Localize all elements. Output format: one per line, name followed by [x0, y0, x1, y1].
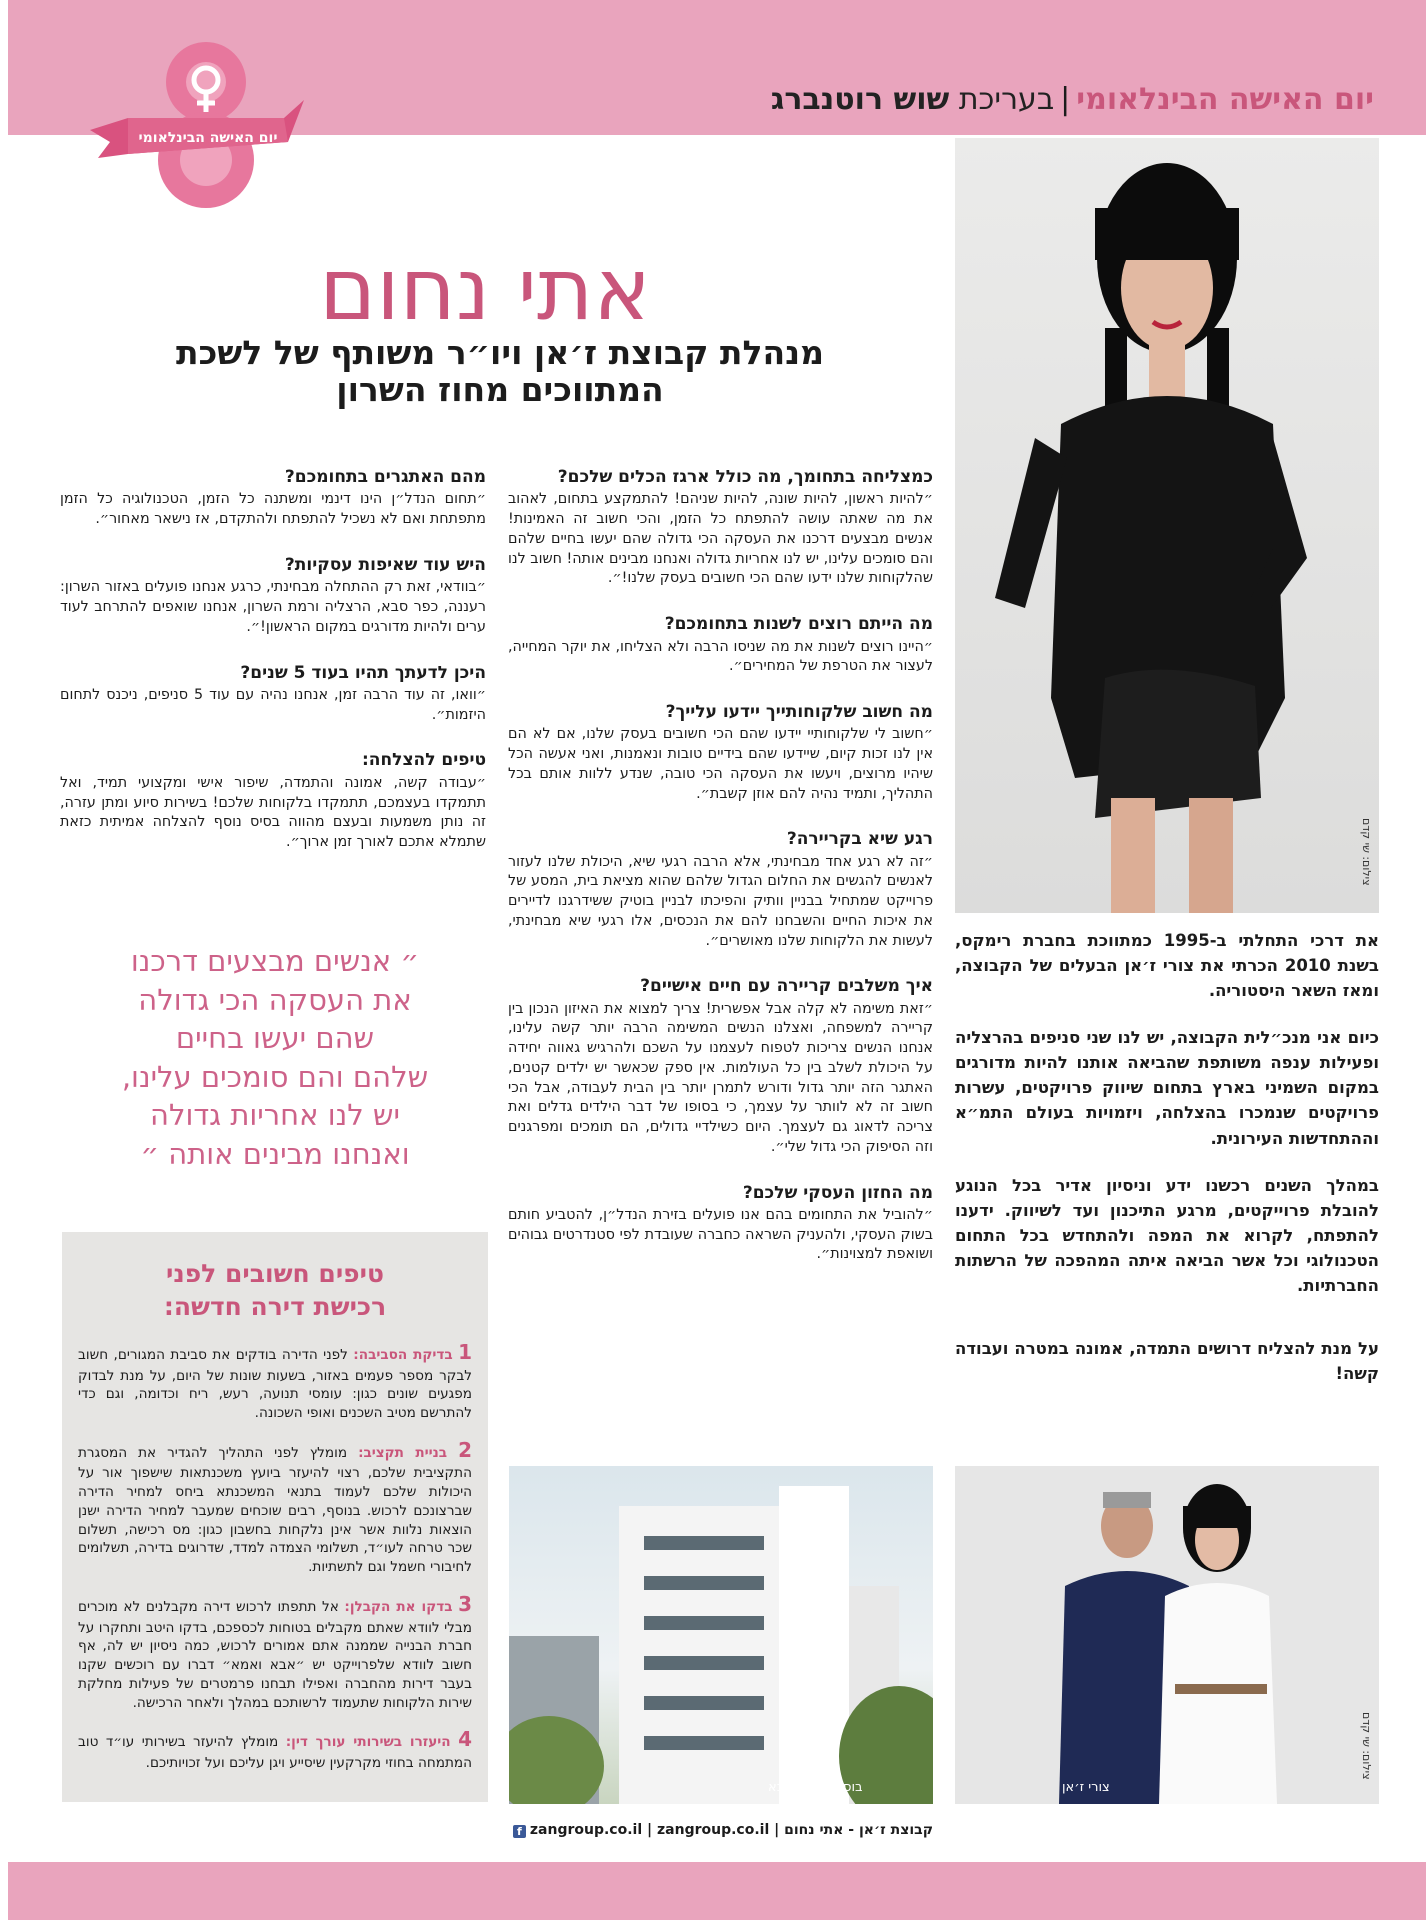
tip-heading: בדקו את הקבלן: — [344, 1598, 453, 1615]
tips-title-line-2: רכישת דירה חדשה: — [163, 1291, 387, 1321]
editor-prefix: בעריכת — [958, 82, 1055, 117]
answer: ״חשוב לי שלקוחותיי יידעו שהם הכי חשובים בעסק שלנו, אם לא הם אין לנו זכות קיום, שיידעו שהם בידיים טובות ונאמנות, ואני אעשה הכל שיהיו מרוצים, ויעשו את העסקה הכי טובה, שנדע ללוות אותם בכל התהליך, ותמיד נהיה להם אוזן קשבת״. — [508, 726, 933, 802]
article-title: אתי נחום — [319, 240, 651, 340]
page-header — [771, 82, 1374, 117]
tips-title — [78, 1258, 472, 1323]
tip-item — [78, 1437, 472, 1577]
tip-text: אל תתפתו לרכוש דירה מקבלנים לא מוכרים מבלי לוודא שאתם מקבלים בטוחות לכספכם, בדקו היטב ותחקרו על חברת הבנייה שממנה אתם אמורים לרכוש, כמה ניסיון יש לה, אף חשוב לוודא שלפרוייקט יש ״אבא ואמא״ דברו עם רוכשים שקנו בעבר דירות מהחברה ואפילו תבחנו פרמטרים של פעילות מחלקת שירות הלקוחות שתעמוד לרשותכם במהלך ולאחר הרכישה. — [78, 1598, 472, 1711]
tip-text: לפני הדירה בודקים את סביבת המגורים, חשוב לבקר מספר פעמים באזור, בשעות שונות של היום, על מנת לבדוק מפגעים שונים כגון: עומסי תנועה, רעש, ריח וכדומה, וגם כדי להתרשם מטיב השכנים ואופי השכונה. — [78, 1347, 472, 1422]
qa-block — [508, 975, 933, 1157]
womens-day-logo — [88, 30, 308, 210]
section-title: יום האישה הבינלאומי — [1076, 82, 1374, 117]
quote-line: שלהם והם סומכים עלינו, — [121, 1059, 429, 1094]
quote-line: ״ אנשים מבצעים דרכנו — [130, 944, 420, 978]
tip-item — [78, 1339, 472, 1423]
qa-block — [60, 749, 486, 852]
quote-line: שהם יעשו בחיים — [175, 1021, 375, 1056]
pair-caption: צורי ז׳אן — [1062, 1780, 1110, 1795]
facebook-icon[interactable]: f — [513, 1825, 526, 1838]
pull-quote — [70, 942, 480, 1173]
header-separator: | — [1060, 82, 1071, 117]
editor-credit — [771, 82, 1054, 117]
portrait-photo — [955, 138, 1379, 913]
footer-site[interactable]: zangroup.co.il — [529, 1822, 643, 1838]
qa-block — [60, 662, 486, 726]
answer: ״עבודה קשה, אמונה והתמדה, שיפור אישי ומקצועי תמיד, ואל תתמקדו בעצמכם, תתמקדו בלקוחות שלכם! בשירות סיוע ומתן עזרה, זה נותן משמעות ובעצם מהווה בסיס נוסף להצלחה אמיתית כזאת שתמלא אתכם לאורך זמן ארוך״. — [60, 774, 486, 850]
question: היכן לדעתך תהיו בעוד 5 שנים? — [240, 662, 486, 683]
answer: ״וואו, זה עוד הרבה זמן, אנחנו נהיה עם עוד 5 סניפים, ניכנס לתחום היזמות״. — [60, 686, 486, 723]
question: איך משלבים קריירה עם חיים אישיים? — [640, 976, 933, 997]
footer-company: קבוצת ז׳אן - אתי נחום — [784, 1822, 933, 1838]
answer: ״להיות ראשון, להיות שונה, להיות שניהם! להתמקצע בתחום, לאהוב את מה שאתה עושה להתפתח כל הזמן, והכי חשוב זה האמינות! אנשים מבצעים דרכנו את העסקה הכי גדולה שהם יעשו בחיים שלהם והם סומכים עלינו, יש לנו אחריות גדולה ואנחנו מבינים אותה! חשוב לנו שהלקוחות שלנו ידעו שהם הכי חשובים בעסק שלנו!״. — [508, 491, 933, 587]
quote-line: ואנחנו מבינים אותה ״ — [140, 1136, 410, 1171]
building-caption: בוסל 5 כפר סבא — [768, 1780, 863, 1795]
qa-block — [60, 554, 486, 638]
answer: ״תחום הנדל״ן הינו דינמי ומשתנה כל הזמן, הטכנולוגיה כל הזמן מתפתחת ואם לא נשכיל להתפתח ולהתקדם, אז נישאר מאחור״. — [60, 491, 486, 528]
intro-paragraph: כיום אני מנכ״לית הקבוצה, יש לנו שני סניפים בהרצליה ופעילות ענפה משותפת שהביאה אותנו להיות מדורגים במקום השמיני בארץ בתחום שיווק פרויקטים, עשרות פרויקטים שנמכרו בהצלחה, ויזמויות בעולם התמ״א וההתחדשות העירונית. — [955, 1028, 1379, 1148]
womens-day-logo-graphic — [88, 30, 308, 210]
qa-block — [508, 828, 933, 951]
footer-line: קבוצת ז׳אן - אתי נחום | zangroup.co.il | zangroup.co.ilf — [508, 1822, 933, 1838]
tip-text: מומלץ להיעזר בשירותי עו״ד טוב המתמחה בחוזי מקרקעין שיסייע ויגן עליכם ועל זכויותיכם. — [78, 1734, 472, 1771]
tip-item — [78, 1591, 472, 1712]
answer: ״זאת משימה לא קלה אבל אפשרית! צריך למצוא את האיזון הנכון בין קריירה למשפחה, ואצלנו הנשים המשימה הרבה יותר קשה עלינו, אנחנו הנשים צריכות לטפוח לעצמנו על השכם ולהרגיש גאווה יחידה על היכולת לשלב בין כל העולמות. אין ספק שכאשר יש ילדים קטנים, האתגר הזה יותר גדול ודורש לתמרן יותר בין הבית לעבודה, אבל הכי חשוב זה לא לוותר על עצמך, כי בסופו של דבר הילדים גדלים ואת צריכה לדאוג גם לעצמך. היום כשילדיי גדולים, הם תומכים ומפרגנים וזה הסיפוק הכי גדול שלי״. — [508, 1000, 933, 1155]
subtitle-line-2: המתווכים מחוז השרון — [336, 369, 664, 409]
tip-number: 1 — [458, 1340, 472, 1364]
tip-heading: היעזרו בשירותי עורך דין: — [285, 1734, 451, 1751]
answer: ״להוביל את התחומים בהם אנו פועלים בזירת הנדל״ן, להטביע חותם בשוק העסקי, ולהעניק השראה כחברה שעובדת לפי סטנדרטים גבוהים ושואפת למצוינות״. — [508, 1206, 933, 1263]
answer: ״היינו רוצים לשנות את מה שניסו הרבה ולא הצליחו, את יוקר המחייה, לעצור את הטרפת של המחירים״. — [508, 638, 933, 675]
tip-heading: בדיקת הסביבה: — [353, 1347, 453, 1363]
intro-paragraph: במהלך השנים רכשנו ידע וניסיון אדיר בכל הנוגע להובלת פרוייקטים, מרגע התיכנון ועד לשיווק. ידענו להתפתח, לקרוא את המפה ולהתחדש בכל התחום הטכנולוגי וכל אשר הביאה איתה המהפכה של הרשתות החברתיות. — [955, 1175, 1379, 1295]
question: מה החזון העסקי שלכם? — [742, 1182, 933, 1203]
intro-paragraph: את דרכי התחלתי ב-1995 כמתווכת בחברת רימקס, בשנת 2010 הכרתי את צורי ז׳אן הבעלים של הקבוצה, ומאז השאר היסטוריה. — [955, 931, 1379, 1001]
article-subtitle — [90, 335, 910, 409]
quote-line: את העסקה הכי גדולה — [138, 982, 412, 1017]
building-photo — [509, 1466, 933, 1804]
subtitle-line-1: מנהלת קבוצת ז׳אן ויו״ר משותף של לשכת — [176, 333, 824, 372]
interview-column-left — [60, 466, 486, 877]
question: מהם האתגרים בתחומכם? — [284, 467, 486, 487]
qa-block — [60, 466, 486, 530]
logo-ribbon-text: יום האישה הבינלאומי — [138, 130, 278, 146]
tip-text: מומלץ לפני התהליך להגדיר את המסגרת התקציבית שלכם, רצוי להיעזר ביועץ משכנתאות שישפוך אור על היכולות שלכם לעמוד בתנאי המשכנתא ביחס למחיר הדירה שברצונכם לרכוש. בנוסף, רבים שוכחים שמעבר למחיר הדירה ישנן הוצאות נלוות אשר אינן נלקחות בחשבון כגון: מס רכישה, תשלום שכר טרחה לעו״ד, תשלומי הצמדה למדד, שדרוגים בדירה, תשלומים לחיבורי חשמל וגם לתשתיות. — [78, 1444, 472, 1576]
footer-site-2[interactable]: zangroup.co.il — [657, 1822, 770, 1838]
tip-heading: בניית תקציב: — [358, 1444, 448, 1461]
photo-credit: צילום: שי קדם — [1360, 818, 1373, 886]
question: היש עוד שאיפות עסקיות? — [284, 554, 486, 575]
footer-band — [8, 1862, 1426, 1920]
question: כמצליחה בתחומך, מה כולל ארגז הכלים שלכם? — [557, 467, 933, 487]
tips-box — [62, 1232, 488, 1802]
interview-column-middle — [508, 466, 933, 1289]
answer: ״בוודאי, זאת רק ההתחלה מבחינתי, כרגע אנחנו פועלים באזור השרון: רעננה, כפר סבא, הרצליה ורמת השרון, אנחנו שואפים להתרחב לעוד ערים ולהיות מדורגים במקום הראשון!״. — [60, 579, 486, 635]
quote-line: יש לנו אחריות גדולה — [150, 1098, 400, 1133]
tip-item — [78, 1726, 472, 1772]
pair-photo-credit: צילום: שי קדם — [1360, 1712, 1373, 1780]
tips-title-line-1: טיפים חשובים לפני — [166, 1259, 384, 1288]
question: טיפים להצלחה: — [362, 750, 486, 771]
qa-block — [508, 701, 933, 804]
qa-block — [508, 466, 933, 589]
couple-illustration — [955, 1466, 1379, 1804]
qa-block — [508, 1182, 933, 1266]
tip-number: 2 — [458, 1437, 472, 1462]
building-illustration — [509, 1466, 933, 1804]
tip-number: 4 — [458, 1727, 472, 1752]
answer: ״זה לא רגע אחד מבחינתי, אלא הרבה רגעי שיא, היכולת שלנו לעזור לאנשים להגשים את החלום הגדול שלהם שהוא מציאת בית, המסע של פרוייקט שמתחיל בבניין וותיק והפיכתו לבניין בוטיק ששידרגנו לדיירים את איכות החיים והשבחנו להם את הנכסים, אלו רגעי שיא מבחינתי, לעשות את הלקוחות שלנו מאושרים״. — [508, 853, 933, 949]
question: מה חשוב שלקוחותייך יידעו עלייך? — [665, 701, 933, 722]
qa-block — [508, 613, 933, 677]
question: מה הייתם רוצים לשנות בתחומכם? — [664, 614, 933, 635]
intro-column-right — [955, 928, 1379, 1408]
couple-photo — [955, 1466, 1379, 1804]
question: רגע שיא בקריירה? — [786, 829, 933, 850]
intro-closing: על מנת להצליח דרושים התמדה, אמונה במטרה ועבודה קשה! — [955, 1339, 1379, 1384]
portrait-illustration — [955, 138, 1379, 913]
tip-number: 3 — [458, 1591, 472, 1616]
editor-name: שוש רוטנברג — [770, 82, 950, 117]
